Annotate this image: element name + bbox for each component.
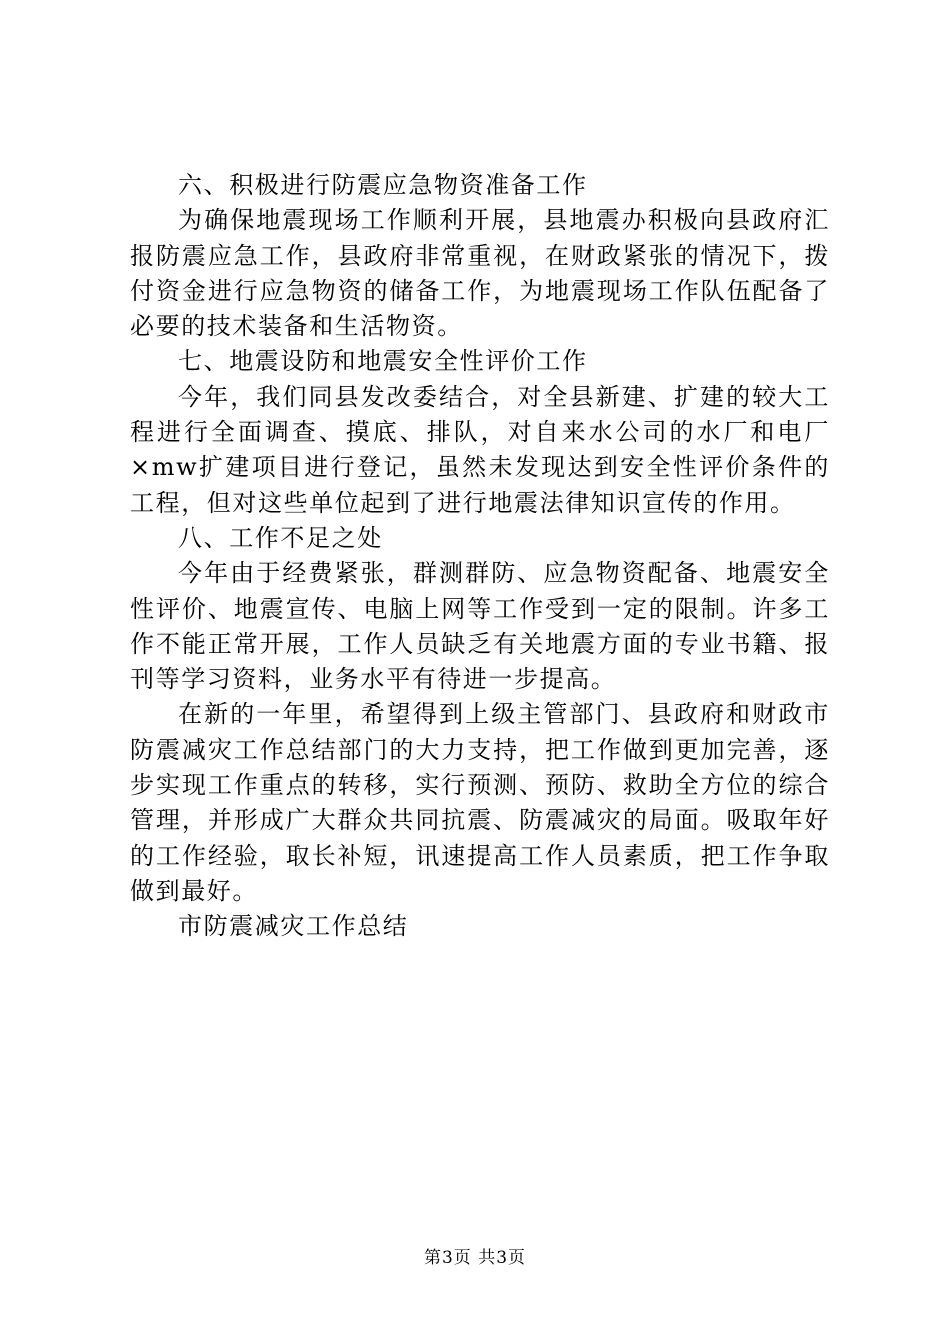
section-heading-8: 八、工作不足之处	[178, 523, 383, 552]
section-6-paragraph: 为确保地震现场工作顺利开展，县地震办积极向县政府汇报防震应急工作，县政府非常重视，在财政紧张的情况下，拨付资金进行应急物资的储备工作，为地震现场工作队伍配备了必要的技术装备和生活物资。	[130, 206, 830, 341]
section-heading-7: 七、地震设防和地震安全性评价工作	[178, 347, 588, 376]
section-heading-6: 六、积极进行防震应急物资准备工作	[178, 171, 588, 199]
section-7-paragraph: 今年，我们同县发改委结合，对全县新建、扩建的较大工程进行全面调查、摸底、排队，对自来水公司的水厂和电厂×mw扩建项目进行登记，虽然未发现达到安全性评价条件的工程，但对这些单位起到了进行地震法律知识宣传的作用。	[130, 382, 830, 517]
section-8-paragraph-1: 今年由于经费紧张，群测群防、应急物资配备、地震安全性评价、地震宣传、电脑上网等工作受到一定的限制。许多工作不能正常开展，工作人员缺乏有关地震方面的专业书籍、报刊等学习资料，业务水平有待进一步提高。	[130, 559, 830, 694]
page-number-footer: 第3页 共3页	[423, 1248, 527, 1268]
closing-line: 市防震减灾工作总结	[178, 912, 409, 941]
document-body	[130, 168, 830, 945]
section-8-paragraph-2: 在新的一年里，希望得到上级主管部门、县政府和财政市防震减灾工作总结部门的大力支持，把工作做到更加完善，逐步实现工作重点的转移，实行预测、预防、救助全方位的综合管理，并形成广大群众共同抗震、防震减灾的局面。吸取年好的工作经验，取长补短，讯速提高工作人员素质，把工作争取做到最好。	[130, 700, 830, 905]
